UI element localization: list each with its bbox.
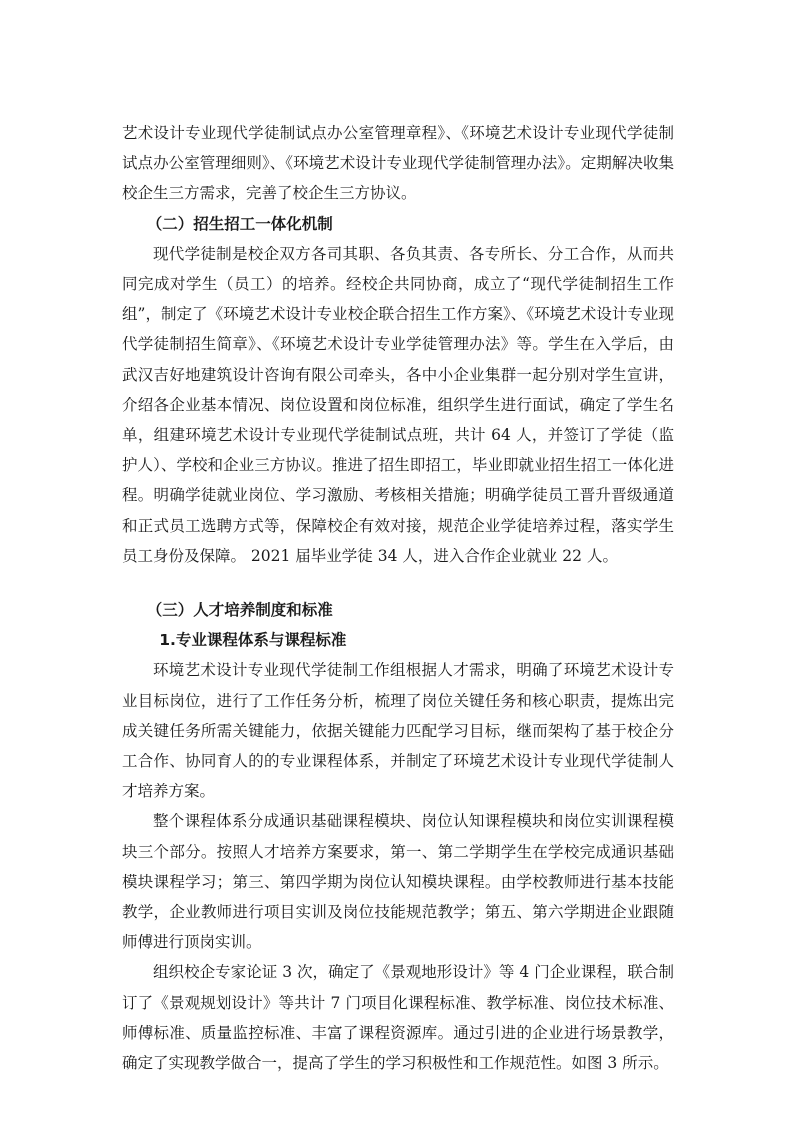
paragraph-standards: 组织校企专家论证 3 次，确定了《景观地形设计》等 4 门企业课程，联合制订了《景观规划设计》等共计 7 门项目化课程标准、教学标准、岗位技术标准、师傅标准、质量监控标准、丰富了课程资源库。通过引进的企业进行场景教学，确定了实现教学做合一，提高了学生的学习积极性和工作规范性。如图 3 所示。 xyxy=(122,963,674,1073)
section-heading-3: （三）人才培养制度和标准 xyxy=(146,601,333,620)
paragraph-continued: 艺术设计专业现代学徒制试点办公室管理章程》、《环境艺术设计专业现代学徒制试点办公室管理细则》、《环境艺术设计专业现代学徒制管理办法》。定期解决收集校企生三方需求，完善了校企生三方协议。 xyxy=(122,124,674,203)
spacer xyxy=(122,571,674,595)
paragraph-curriculum: 环境艺术设计专业现代学徒制工作组根据人才需求，明确了环境艺术设计专业目标岗位，进行了工作任务分析，梳理了岗位关键任务和核心职责，提炼出完成关键任务所需关键能力，依据关键能力匹配学习目标，继而架构了基于校企分工合作、协同育人的的专业课程体系，并制定了环境艺术设计专业现代学徒制人才培养方案。 xyxy=(122,661,674,801)
paragraph-modules: 整个课程体系分成通识基础课程模块、岗位认知课程模块和岗位实训课程模块三个部分。按照人才培养方案要求，第一、第二学期学生在学校完成通识基础模块课程学习；第三、第四学期为岗位认知模块课程。由学校教师进行基本技能教学，企业教师进行项目实训及岗位技能规范教学；第五、第六学期进企业跟随师傅进行顶岗实训。 xyxy=(122,812,674,952)
paragraph-enrollment: 现代学徒制是校企双方各司其职、各负其责、各专所长、分工合作，从而共同完成对学生（员工）的培养。经校企共同协商，成立了“现代学徒制招生工作组”，制定了《环境艺术设计专业校企联合招生工作方案》、《环境艺术设计专业现代学徒制招生简章》、《环境艺术设计专业学徒管理办法》等。学生在入学后，由武汉吉好地建筑设计咨询有限公司牵头，各中小企业集群一起分别对学生宣讲，介绍各企业基本情况、岗位设置和岗位标准，组织学生进行面试，确定了学生名单，组建环境艺术设计专业现代学徒制试点班，共计 64 人，并签订了学徒（监护人）、学校和企业三方协议。推进了招生即招工，毕业即就业招生招工一体化进程。明确学徒就业岗位、学习激励、考核相关措施；明确学徒员工晋升晋级通道和正式员工选聘方式等，保障校企有效对接，规范企业学徒培养过程，落实学生员工身份及保障。 2021 届毕业学徒 34 人，进入合作企业就业 22 人。 xyxy=(122,244,674,565)
section-heading-2: （二）招生招工一体化机制 xyxy=(146,214,333,233)
subsection-heading-1: 1.专业课程体系与课程标准 xyxy=(159,631,347,650)
body-text xyxy=(122,118,674,1078)
